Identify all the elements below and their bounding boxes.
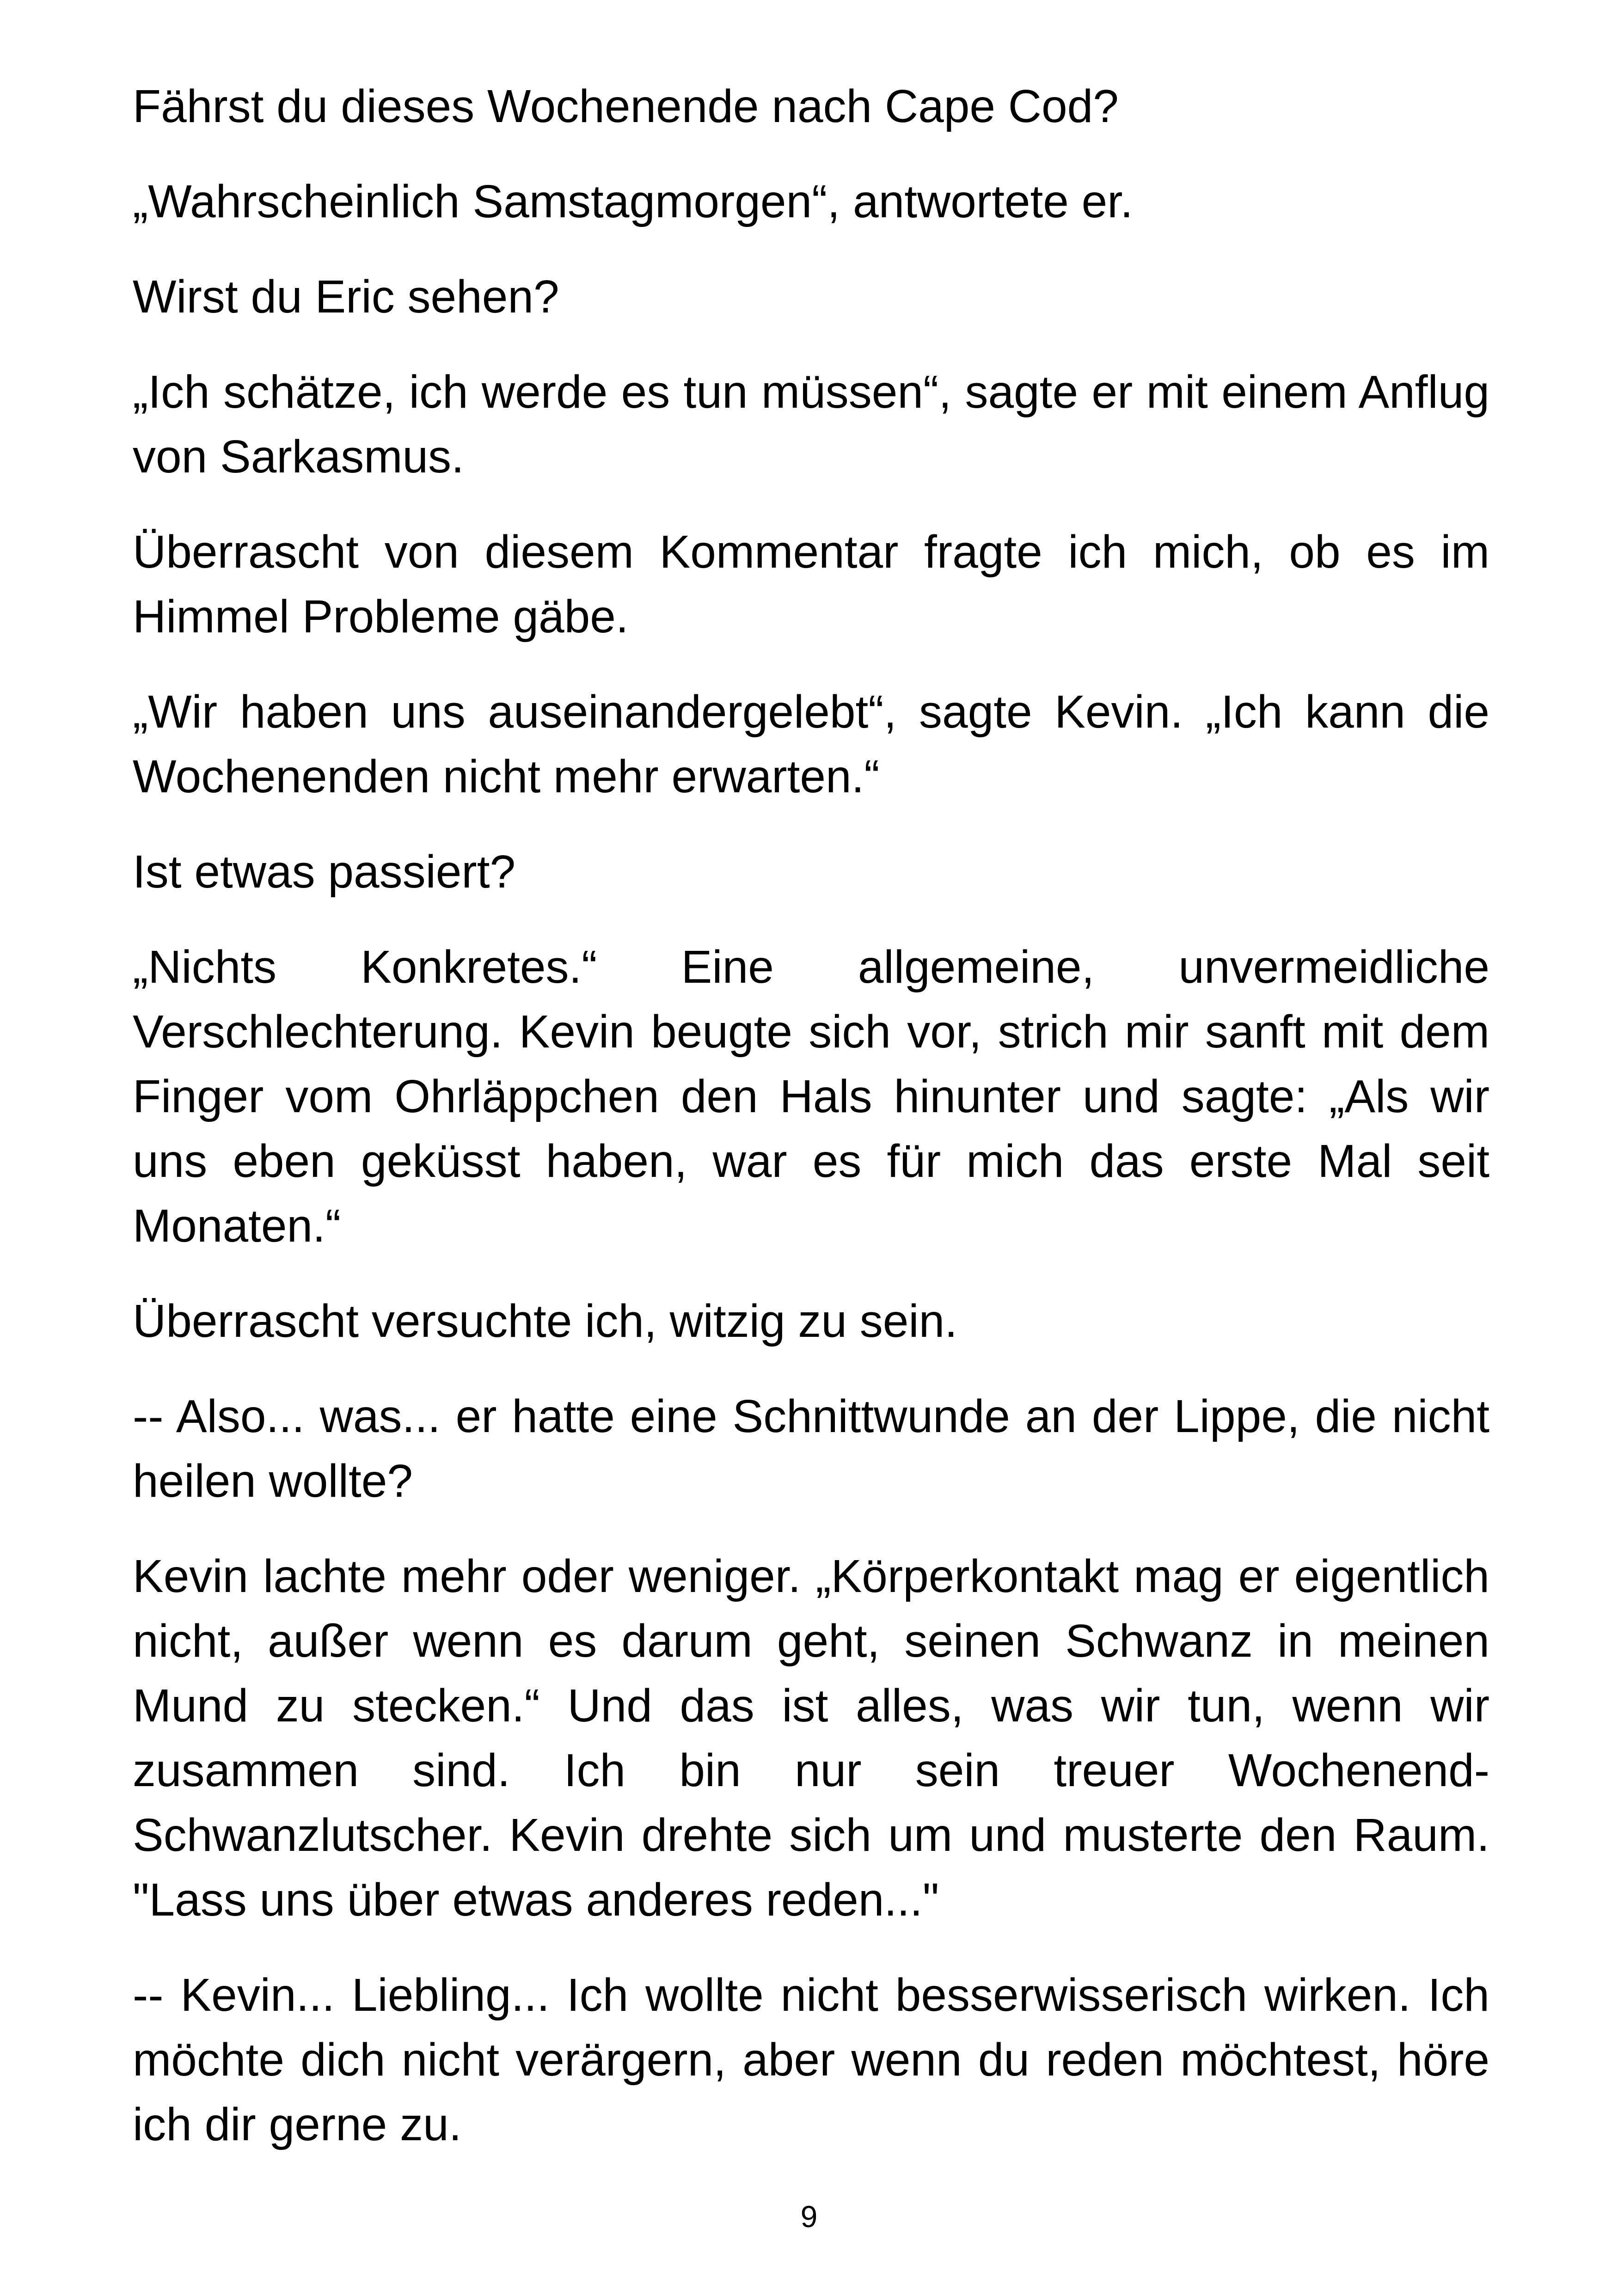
paragraph: Fährst du dieses Wochenende nach Cape Cod? bbox=[133, 80, 1119, 132]
paragraph: „Ich schätze, ich werde es tun müssen“, sagte er mit einem Anflug von Sarkasmus. bbox=[133, 366, 1489, 483]
paragraph: Überrascht von diesem Kommentar fragte ich mich, ob es im Himmel Probleme gäbe. bbox=[133, 526, 1489, 643]
page-number: 9 bbox=[800, 2199, 818, 2234]
paragraph: „Wir haben uns auseinandergelebt“, sagte Kevin. „Ich kann die Wochenenden nicht mehr erwarten.“ bbox=[133, 686, 1489, 802]
paragraph: -- Kevin... Liebling... Ich wollte nicht besserwisserisch wirken. Ich möchte dich nicht verärgern, aber wenn du reden möchtest, höre ich dir gerne zu. bbox=[133, 1969, 1489, 2150]
paragraph: Kevin lachte mehr oder weniger. „Körperkontakt mag er eigentlich nicht, außer wenn es darum geht, seinen Schwanz in meinen Mund zu stecken.“ Und das ist alles, was wir tun, wenn wir zusammen sind. Ich bin nur sein treuer Wochenend-Schwanzlutscher. Kevin drehte sich um und musterte den Raum. "Lass uns über etwas anderes reden..." bbox=[133, 1550, 1489, 1926]
paragraph: Überrascht versuchte ich, witzig zu sein. bbox=[133, 1295, 958, 1347]
paragraph: Wirst du Eric sehen? bbox=[133, 271, 559, 323]
paragraph: „Nichts Konkretes.“ Eine allgemeine, unvermeidliche Verschlechterung. Kevin beugte sich vor, strich mir sanft mit dem Finger vom Ohrläppchen den Hals hinunter und sagte: „Als wir uns eben geküsst haben, war es für mich das erste Mal seit Monaten.“ bbox=[133, 941, 1489, 1252]
paragraph: „Wahrscheinlich Samstagmorgen“, antwortete er. bbox=[133, 176, 1133, 227]
text-column bbox=[133, 74, 1489, 2187]
paragraph: Ist etwas passiert? bbox=[133, 846, 516, 898]
paragraph: -- Also... was... er hatte eine Schnittwunde an der Lippe, die nicht heilen wollte? bbox=[133, 1390, 1489, 1507]
